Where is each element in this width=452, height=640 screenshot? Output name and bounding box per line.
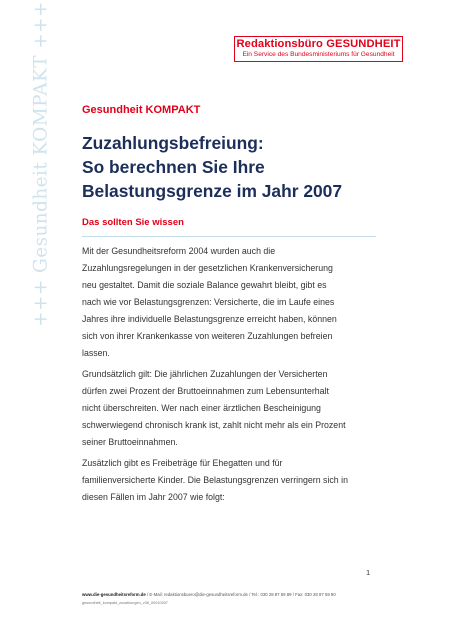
footer-contact bbox=[82, 592, 336, 597]
text-line: schwerwiegend chronisch krank ist, zahlt nicht mehr als ein Prozent bbox=[82, 420, 346, 430]
section-heading: Das sollten Sie wissen bbox=[82, 217, 184, 228]
logo bbox=[234, 36, 403, 62]
text-line: Mit der Gesundheitsreform 2004 wurden auch die bbox=[82, 246, 276, 256]
side-banner-text: +++ Gesundheit KOMPAKT +++ bbox=[30, 1, 52, 327]
page-number: 1 bbox=[366, 568, 371, 577]
text-line: familienversicherte Kinder. Die Belastungsgrenzen verringern sich in bbox=[82, 475, 348, 485]
footer-website-link[interactable]: www.die-gesundheitsreform.de bbox=[82, 592, 146, 597]
text-line: Jahres ihre individuelle Belastungsgrenze erreicht haben, können bbox=[82, 314, 337, 324]
title-line: Zuzahlungsbefreiung: bbox=[82, 133, 264, 153]
logo-title: Redaktionsbüro GESUNDHEIT bbox=[236, 38, 401, 50]
text-line: lassen. bbox=[82, 348, 110, 358]
section-divider bbox=[82, 236, 376, 237]
page-title bbox=[82, 131, 342, 203]
text-line: Zuzahlungsregelungen in der gesetzlichen Krankenversicherung bbox=[82, 263, 333, 273]
text-line: neu gestaltet. Damit die soziale Balance gewahrt bleibt, gibt es bbox=[82, 280, 327, 290]
paragraph bbox=[82, 243, 382, 362]
footer-filename: gesundheit_kompakt_zuzahlungen_v08_00010007 bbox=[82, 601, 168, 605]
logo-subtitle: Ein Service des Bundesministeriums für Gesundheit bbox=[242, 51, 395, 58]
text-line: sich von ihrer Krankenkasse von weiteren Zuzahlungen befreien bbox=[82, 331, 333, 341]
title-line: So berechnen Sie Ihre bbox=[82, 157, 265, 177]
series-label: Gesundheit KOMPAKT bbox=[82, 104, 201, 116]
text-line: Grundsätzlich gilt: Die jährlichen Zuzahlungen der Versicherten bbox=[82, 369, 328, 379]
text-line: Zusätzlich gibt es Freibeträge für Ehegatten und für bbox=[82, 458, 283, 468]
text-line: nach wie vor Belastungsgrenzen: Versicherte, die im Laufe eines bbox=[82, 297, 335, 307]
text-line: diesen Fällen im Jahr 2007 wie folgt: bbox=[82, 492, 225, 502]
title-line: Belastungsgrenze im Jahr 2007 bbox=[82, 181, 343, 201]
footer-contact-details: / E-Mail: redaktionsbuero@die-gesundheitsreform.de / Tel.: 030 28 87 59 89 / Fax: 030 28 87 59 90 bbox=[145, 592, 336, 597]
text-line: dürfen zwei Prozent der Bruttoeinnahmen zum Lebensunterhalt bbox=[82, 386, 329, 396]
text-line: seiner Bruttoeinnahmen. bbox=[82, 437, 178, 447]
side-banner bbox=[30, 1, 52, 327]
body-text bbox=[82, 243, 382, 510]
paragraph bbox=[82, 455, 382, 506]
paragraph bbox=[82, 366, 382, 451]
text-line: nicht überschreiten. Wer nach einer ärztlichen Bescheinigung bbox=[82, 403, 321, 413]
